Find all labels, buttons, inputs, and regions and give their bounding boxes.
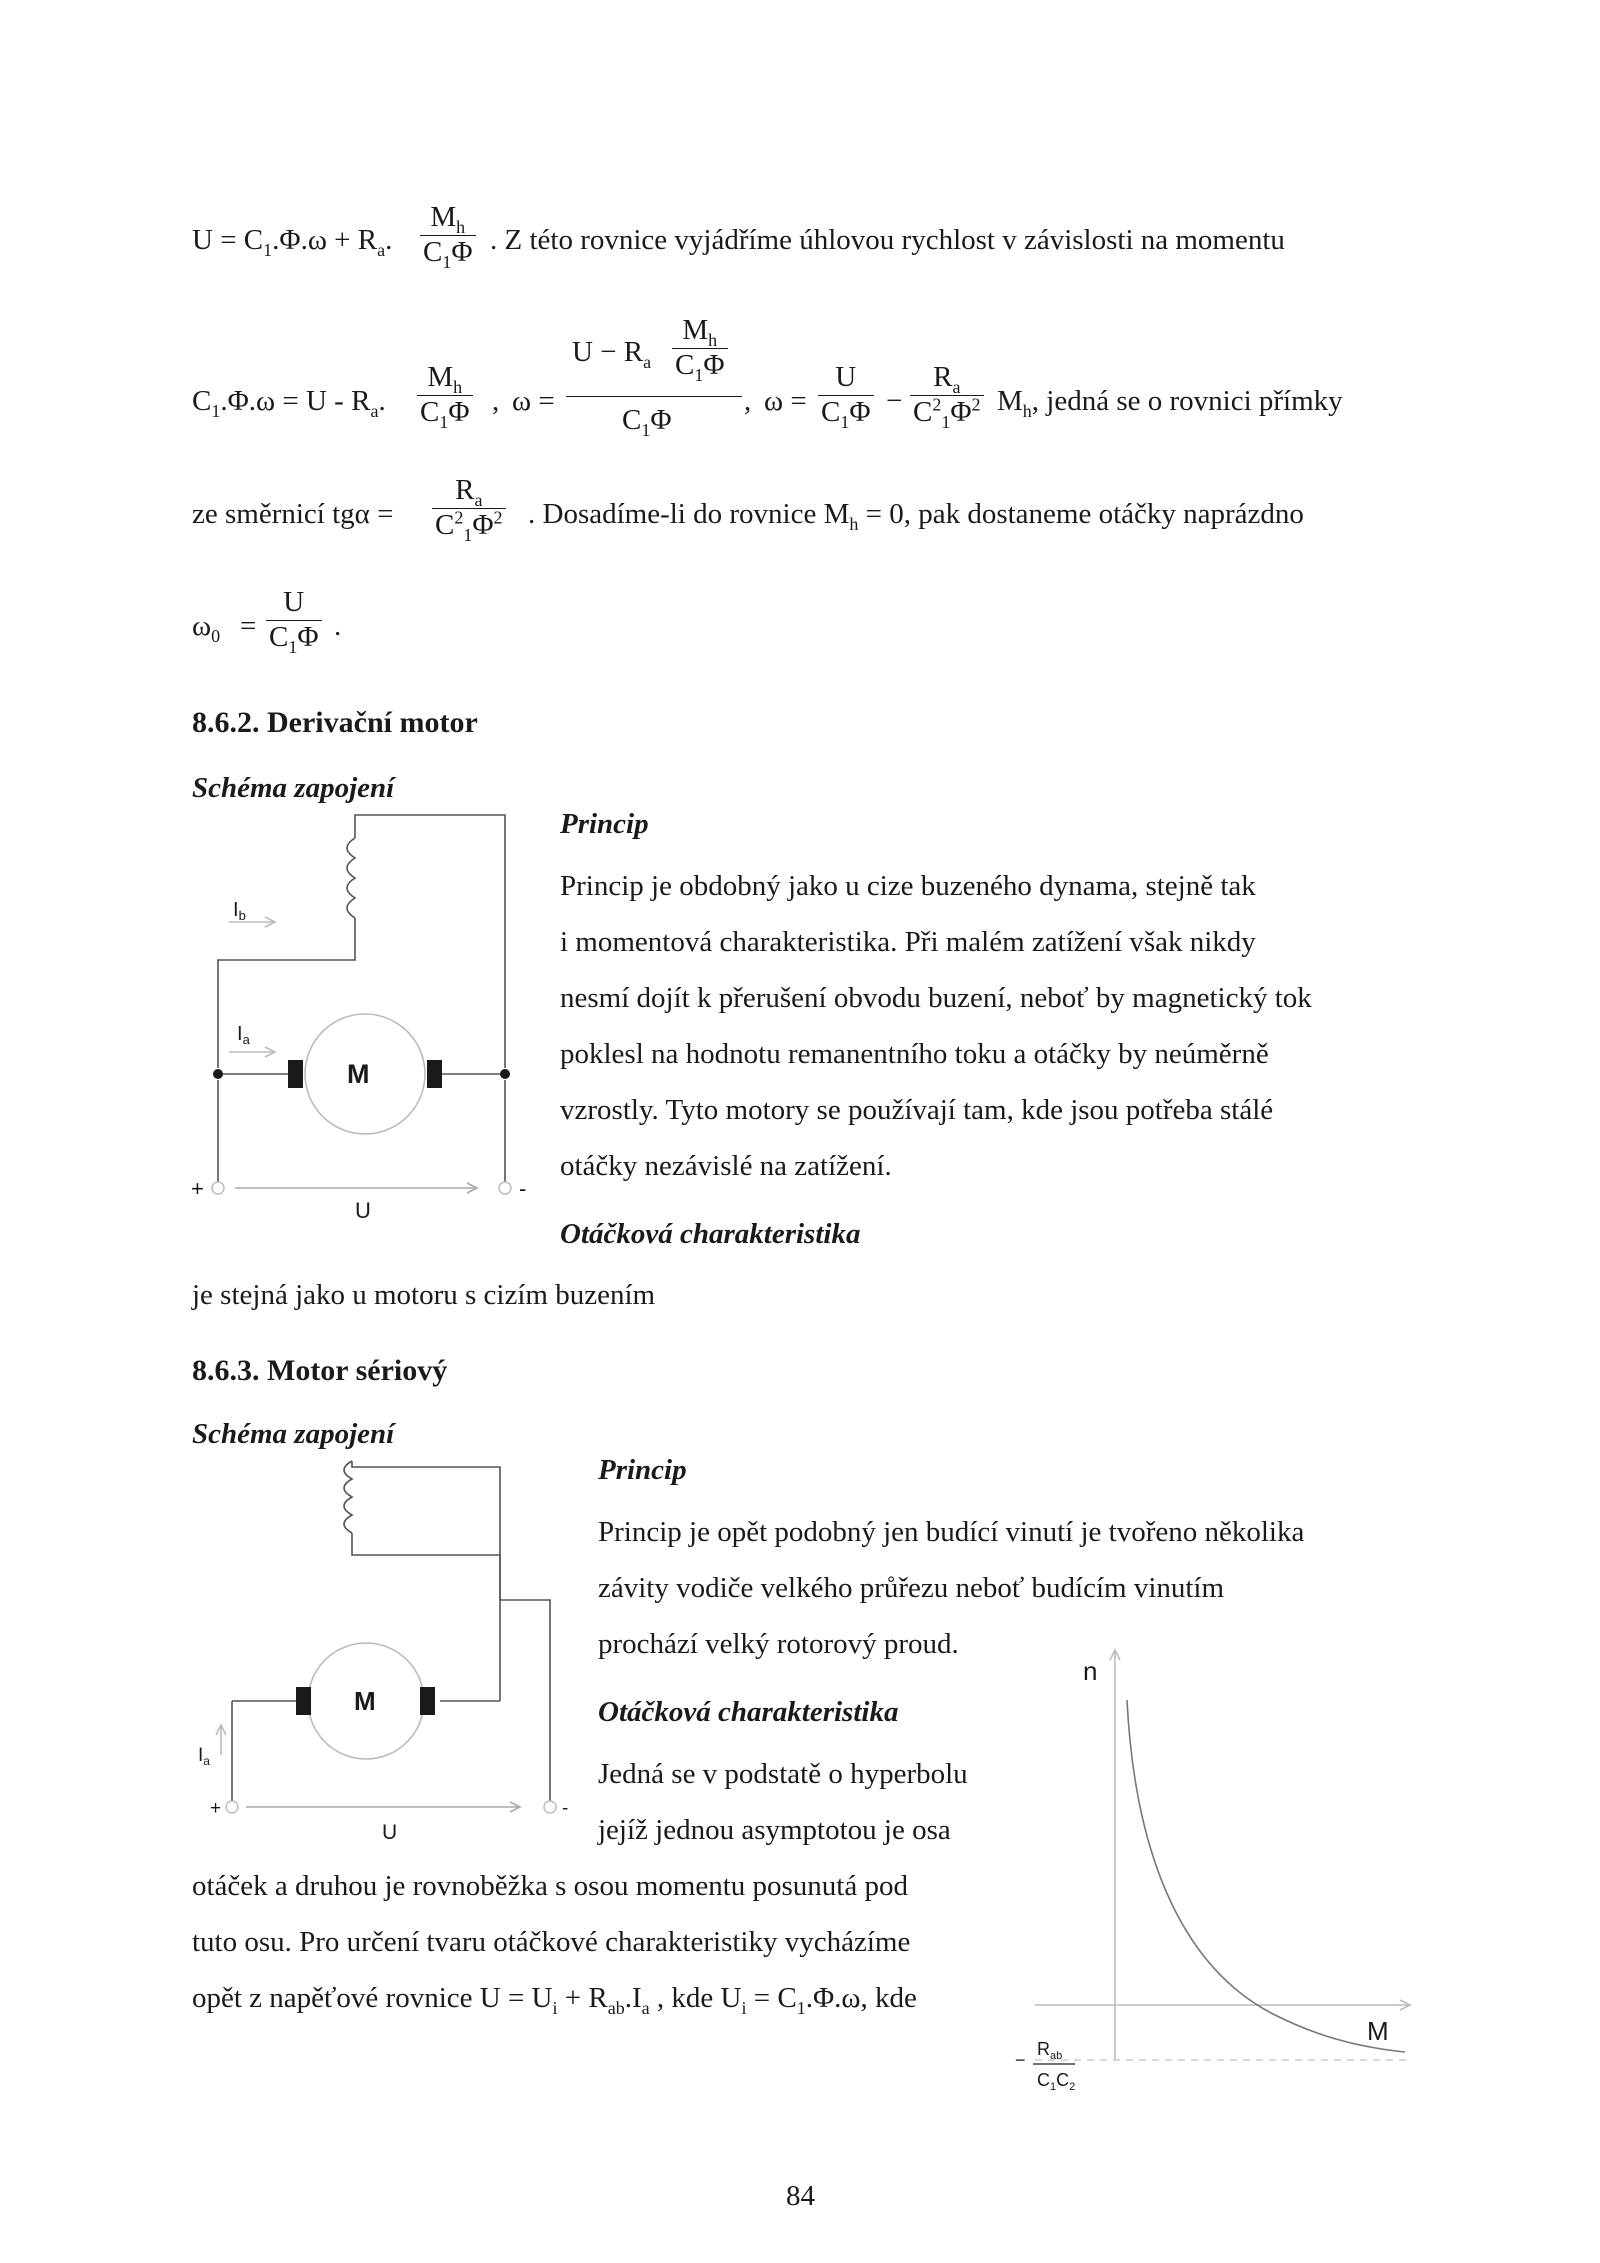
eq2-fraction-2: $U - R_a$ $M_h$ $C_1\Phi$ $C_1\Phi$	[566, 316, 742, 436]
circuit-wire	[500, 1600, 550, 1807]
princip-text-863: Princip je opět podobný jen budící vinutí je tvořeno několika závity vodiče velkého průřezu neboť budícím vinutím prochází velký rotorový proud.	[598, 1516, 1305, 1660]
voltage-label: U	[355, 1198, 371, 1223]
princip-text-862: Princip je obdobný jako u cize buzeného dynama, stejně tak i momentová charakteristika. Při malém zatížení však nikdy nesmí dojít k přerušení obvodu buzení, neboť by magnetický tok poklesl na hodnotu remanentního toku a otáčky by neúměrně vzrostly. Tyto motory se používají tam, kde jsou potřeba stálé otáčky nezávislé na zatížení.	[560, 870, 1312, 1182]
brush-icon	[420, 1687, 435, 1715]
minus-label: -	[519, 1176, 527, 1201]
brush-icon	[288, 1060, 303, 1088]
princip-label-862: Princip	[560, 808, 649, 840]
terminal-plus-icon	[212, 1182, 224, 1194]
circuit-wire	[352, 1461, 500, 1600]
ia-label: $I_a$	[237, 1023, 250, 1047]
char-label-862: Otáčková charakteristika	[560, 1218, 861, 1250]
offset-denominator: $C_1C_2$	[1037, 2070, 1076, 2093]
char-label-863: Otáčková charakteristika	[598, 1696, 899, 1728]
offset-minus: −	[1015, 2050, 1026, 2070]
motor-label: M	[347, 1059, 370, 1089]
circuit-wire	[355, 815, 505, 1068]
section-heading-862: 8.6.2. Derivační motor	[192, 706, 478, 739]
page-number: 84	[786, 2180, 815, 2212]
char-text-863-long: otáček a druhou je rovnoběžka s osou momentu posunutá pod tuto osu. Pro určení tvaru otáčkové charakteristiky vycházíme opět z napěťové rovnice $U = U_i + R_{ab}.I_a$ , kde $U_i = C_1.\Phi.\omega$, kde	[192, 1870, 917, 2018]
speed-characteristic-graph	[1015, 1640, 1435, 2100]
field-coil-icon	[347, 838, 355, 918]
princip-label-863: Princip	[598, 1454, 687, 1486]
circuit-wire	[352, 1533, 500, 1600]
ib-label: $I_b$	[233, 899, 246, 923]
terminal-minus-icon	[499, 1182, 511, 1194]
char-text-862: je stejná jako u motoru s cizím buzením	[192, 1279, 656, 1311]
char-text-863-short: Jedná se v podstatě o hyperbolu jejíž jednou asymptotou je osa	[598, 1758, 968, 1846]
circuit-wire	[218, 918, 355, 1068]
eq2-fraction-1: $M_h$ $C_1\Phi$	[417, 363, 473, 427]
n-axis-label: n	[1083, 1656, 1098, 1686]
offset-numerator: $R_{ab}$	[1037, 2039, 1063, 2062]
plus-label: +	[210, 1798, 222, 1819]
eq1-fraction: $M_h$ $C_1\Phi$	[420, 203, 476, 267]
minus-label: -	[562, 1798, 569, 1819]
series-motor-circuit-diagram	[190, 1455, 590, 1845]
ia-label: $I_a$	[198, 1745, 210, 1768]
brush-icon	[427, 1060, 442, 1088]
schema-label-862: Schéma zapojení	[192, 772, 395, 804]
m-axis-label: M	[1367, 2016, 1389, 2046]
plus-label: +	[191, 1176, 204, 1201]
eq3-fraction: $R_a$ $C^2_1\Phi^2$	[432, 476, 506, 540]
junction-dot-icon	[213, 1069, 223, 1079]
eq4-fraction: U $C_1\Phi$	[266, 588, 322, 652]
brush-icon	[296, 1687, 311, 1715]
terminal-plus-icon	[226, 1801, 238, 1813]
terminal-minus-icon	[544, 1801, 556, 1813]
eq2-fraction-3: U $C_1\Phi$	[818, 363, 874, 427]
hyperbola-curve	[1127, 1700, 1405, 2052]
voltage-label: U	[382, 1821, 398, 1844]
motor-label: M	[354, 1686, 376, 1716]
shunt-motor-circuit-diagram	[185, 800, 535, 1240]
junction-dot-icon	[500, 1069, 510, 1079]
eq2-fraction-4: $R_a$ $C^2_1\Phi^2$	[910, 363, 984, 427]
section-heading-863: 8.6.3. Motor sériový	[192, 1354, 448, 1387]
schema-label-863: Schéma zapojení	[192, 1418, 395, 1450]
field-coil-icon	[344, 1461, 352, 1533]
